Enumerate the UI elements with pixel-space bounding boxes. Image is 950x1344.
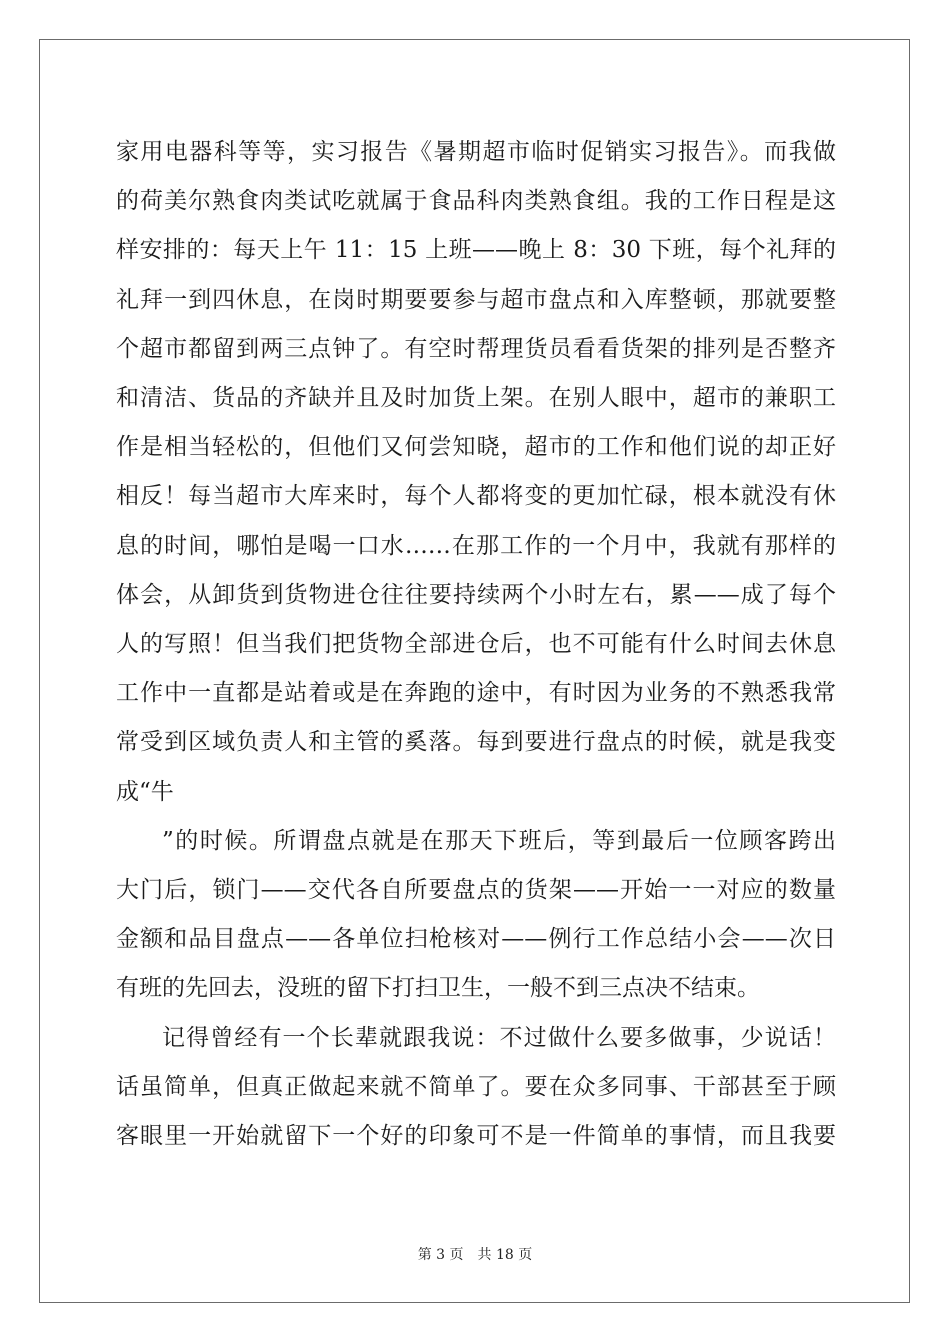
text-line: 作是相当轻松的，但他们又何尝知晓，超市的工作和他们说的却正好 xyxy=(116,434,836,461)
paragraph-2 xyxy=(116,1014,836,1162)
text-line: 客眼里一开始就留下一个好的印象可不是一件简单的事情，而且我要 xyxy=(116,1123,836,1150)
text-line: 有班的先回去，没班的留下打扫卫生，一般不到三点决不结束。 xyxy=(116,975,760,1002)
page-footer xyxy=(0,1244,950,1264)
page-total: 共 18 页 xyxy=(477,1247,533,1263)
text-line: 人的写照！但当我们把货物全部进仓后，也不可能有什么时间去休息 xyxy=(116,631,836,658)
text-line: 和清洁、货品的齐缺并且及时加货上架。在别人眼中，超市的兼职工 xyxy=(116,385,836,412)
text-line: 话虽简单，但真正做起来就不简单了。要在众多同事、干部甚至于顾 xyxy=(116,1073,836,1100)
text-line: 礼拜一到四休息，在岗时期要要参与超市盘点和入库整顿，那就要整 xyxy=(116,286,836,313)
text-line: 金额和品目盘点——各单位扫枪核对——例行工作总结小会——次日 xyxy=(116,926,836,953)
text-line: 样安排的：每天上午 11：15 上班——晚上 8：30 下班，每个礼拜的 xyxy=(116,237,836,264)
paragraph-quote-continuation xyxy=(116,817,836,1014)
text-line: 常受到区域负责人和主管的奚落。每到要进行盘点的时候，就是我变 xyxy=(116,729,836,756)
text-line: 工作中一直都是站着或是在奔跑的途中，有时因为业务的不熟悉我常 xyxy=(116,680,836,707)
text-line: 成“牛 xyxy=(116,778,174,805)
page-number: 第 3 页 xyxy=(417,1247,464,1263)
text-line: 的荷美尔熟食肉类试吃就属于食品科肉类熟食组。我的工作日程是这 xyxy=(116,188,836,215)
text-line: 体会，从卸货到货物进仓往往要持续两个小时左右，累——成了每个 xyxy=(116,581,836,608)
text-line: 相反！每当超市大库来时，每个人都将变的更加忙碌，根本就没有休 xyxy=(116,483,836,510)
text-line: 记得曾经有一个长辈就跟我说：不过做什么要多做事，少说话！ xyxy=(162,1024,836,1051)
text-line: 家用电器科等等，实习报告《暑期超市临时促销实习报告》。而我做 xyxy=(116,139,836,165)
document-body xyxy=(116,128,836,1161)
text-line: 息的时间，哪怕是喝一口水……在那工作的一个月中，我就有那样的 xyxy=(116,532,836,559)
paragraph-1 xyxy=(116,128,836,817)
text-line: ”的时候。所谓盘点就是在那天下班后，等到最后一位顾客跨出 xyxy=(162,827,836,854)
text-line: 个超市都留到两三点钟了。有空时帮理货员看看货架的排列是否整齐 xyxy=(116,335,836,362)
text-line: 大门后，锁门——交代各自所要盘点的货架——开始一一对应的数量 xyxy=(116,877,836,904)
